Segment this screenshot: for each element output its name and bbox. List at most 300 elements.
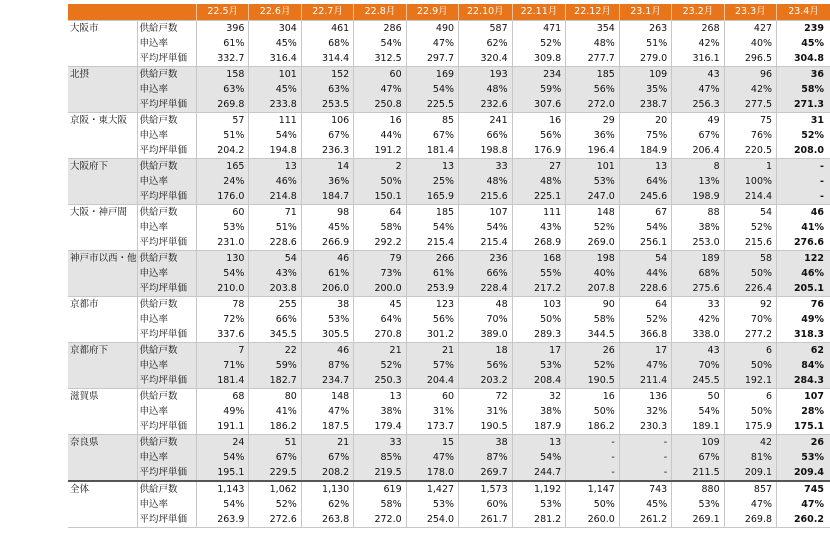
region-group xyxy=(68,251,830,297)
supply-units-cell: 109 xyxy=(619,67,671,83)
region-group xyxy=(68,343,830,389)
avg-price-per-tsubo-cell: 275.6 xyxy=(672,281,724,297)
region-name xyxy=(68,189,137,205)
application-rate-cell: 47% xyxy=(301,404,353,419)
application-rate-cell: 85% xyxy=(354,450,406,465)
avg-price-per-tsubo-cell: 253.5 xyxy=(301,97,353,113)
application-rate-cell: 61% xyxy=(197,36,249,51)
avg-price-per-tsubo-cell: 279.0 xyxy=(619,51,671,67)
supply-units-cell: 619 xyxy=(354,481,406,497)
application-rate-cell: 52% xyxy=(354,358,406,373)
region-group xyxy=(68,389,830,435)
region-name xyxy=(68,358,137,373)
supply-units-cell: 1,062 xyxy=(249,481,301,497)
supply-units-cell: 1,143 xyxy=(197,481,249,497)
supply-units-cell: 152 xyxy=(301,67,353,83)
avg-price-per-tsubo-cell: 198.9 xyxy=(672,189,724,205)
avg-price-per-tsubo-cell: 186.2 xyxy=(249,419,301,435)
application-rate-cell: 49% xyxy=(777,312,830,327)
avg-price-per-tsubo-cell: 268.9 xyxy=(512,235,566,251)
avg-price-per-tsubo-cell: 190.5 xyxy=(459,419,513,435)
metric-label: 平均坪単価 xyxy=(137,419,197,435)
supply-units-cell: 1,147 xyxy=(566,481,620,497)
region-group xyxy=(68,159,830,205)
region-name: 神戸市以西・他 xyxy=(68,251,137,267)
supply-units-cell: 193 xyxy=(459,67,513,83)
supply-units-cell: 111 xyxy=(249,113,301,129)
application-rate-cell: 81% xyxy=(724,450,776,465)
avg-price-per-tsubo-cell: 260.0 xyxy=(566,512,620,528)
supply-units-cell: 130 xyxy=(197,251,249,267)
application-rate-cell: 73% xyxy=(354,266,406,281)
region-name xyxy=(68,220,137,235)
supply-units-cell: 78 xyxy=(197,297,249,313)
supply-units-cell: - xyxy=(566,435,620,451)
supply-units-cell: 36 xyxy=(777,67,830,83)
region-name xyxy=(68,312,137,327)
avg-price-per-tsubo-cell: 260.2 xyxy=(777,512,830,528)
avg-price-per-tsubo-cell: 176.9 xyxy=(512,143,566,159)
supply-units-cell: 68 xyxy=(197,389,249,405)
supply-units-cell: 148 xyxy=(301,389,353,405)
avg-price-per-tsubo-cell: 250.3 xyxy=(354,373,406,389)
avg-price-per-tsubo-cell: 269.1 xyxy=(672,512,724,528)
supply-units-cell: 880 xyxy=(672,481,724,497)
region-name xyxy=(68,419,137,435)
supply-units-cell: 92 xyxy=(724,297,776,313)
avg-price-per-tsubo-cell: 211.4 xyxy=(619,373,671,389)
application-rate-cell: 56% xyxy=(406,312,458,327)
table-row xyxy=(68,512,830,528)
application-rate-cell: 59% xyxy=(512,82,566,97)
avg-price-per-tsubo-cell: 189.1 xyxy=(672,419,724,435)
application-rate-cell: 47% xyxy=(672,82,724,97)
avg-price-per-tsubo-cell: 215.4 xyxy=(406,235,458,251)
application-rate-cell: 38% xyxy=(672,220,724,235)
avg-price-per-tsubo-cell: 204.2 xyxy=(197,143,249,159)
avg-price-per-tsubo-cell: 344.5 xyxy=(566,327,620,343)
supply-units-cell: 54 xyxy=(619,251,671,267)
month-header: 22.5月 xyxy=(197,4,249,21)
table-row xyxy=(68,281,830,297)
application-rate-cell: 43% xyxy=(512,220,566,235)
application-rate-cell: 47% xyxy=(354,82,406,97)
application-rate-cell: 49% xyxy=(197,404,249,419)
avg-price-per-tsubo-cell: 269.8 xyxy=(724,512,776,528)
supply-units-cell: 60 xyxy=(197,205,249,221)
avg-price-per-tsubo-cell: 186.2 xyxy=(566,419,620,435)
supply-units-cell: 239 xyxy=(777,21,830,37)
avg-price-per-tsubo-cell: 184.7 xyxy=(301,189,353,205)
metric-label: 供給戸数 xyxy=(137,205,197,221)
supply-units-cell: 80 xyxy=(249,389,301,405)
supply-units-cell: 158 xyxy=(197,67,249,83)
avg-price-per-tsubo-cell: 207.8 xyxy=(566,281,620,297)
table-row xyxy=(68,251,830,267)
supply-units-cell: 43 xyxy=(672,67,724,83)
application-rate-cell: 66% xyxy=(459,266,513,281)
supply-units-cell: 38 xyxy=(301,297,353,313)
avg-price-per-tsubo-cell: 272.0 xyxy=(566,97,620,113)
avg-price-per-tsubo-cell: 272.6 xyxy=(249,512,301,528)
metric-label: 供給戸数 xyxy=(137,389,197,405)
application-rate-cell: 48% xyxy=(566,36,620,51)
avg-price-per-tsubo-cell: 214.4 xyxy=(724,189,776,205)
supply-units-cell: 857 xyxy=(724,481,776,497)
application-rate-cell: 43% xyxy=(249,266,301,281)
avg-price-per-tsubo-cell: 217.2 xyxy=(512,281,566,297)
avg-price-per-tsubo-cell: 181.4 xyxy=(406,143,458,159)
application-rate-cell: 53% xyxy=(406,497,458,512)
table-row xyxy=(68,97,830,113)
supply-units-cell: 57 xyxy=(197,113,249,129)
month-header: 22.9月 xyxy=(406,4,458,21)
month-header: 22.7月 xyxy=(301,4,353,21)
application-rate-cell: 70% xyxy=(672,358,724,373)
supply-units-cell: 24 xyxy=(197,435,249,451)
avg-price-per-tsubo-cell: 210.0 xyxy=(197,281,249,297)
table-row xyxy=(68,205,830,221)
month-header: 22.6月 xyxy=(249,4,301,21)
supply-units-cell: 67 xyxy=(619,205,671,221)
supply-units-cell: 17 xyxy=(619,343,671,359)
application-rate-cell: 61% xyxy=(301,266,353,281)
month-header: 23.1月 xyxy=(619,4,671,21)
supply-units-cell: 21 xyxy=(354,343,406,359)
metric-label: 申込率 xyxy=(137,128,197,143)
supply-units-cell: 461 xyxy=(301,21,353,37)
avg-price-per-tsubo-cell: 204.4 xyxy=(406,373,458,389)
application-rate-cell: 54% xyxy=(197,450,249,465)
supply-units-cell: 13 xyxy=(249,159,301,175)
month-header: 22.11月 xyxy=(512,4,566,21)
avg-price-per-tsubo-cell: 233.8 xyxy=(249,97,301,113)
application-rate-cell: 45% xyxy=(301,220,353,235)
supply-units-cell: 17 xyxy=(512,343,566,359)
avg-price-per-tsubo-cell: 254.0 xyxy=(406,512,458,528)
avg-price-per-tsubo-cell: 318.3 xyxy=(777,327,830,343)
supply-units-cell: 20 xyxy=(619,113,671,129)
application-rate-cell: 48% xyxy=(459,82,513,97)
supply-units-cell: 71 xyxy=(249,205,301,221)
table-row xyxy=(68,128,830,143)
avg-price-per-tsubo-cell: 203.8 xyxy=(249,281,301,297)
avg-price-per-tsubo-cell: 192.1 xyxy=(724,373,776,389)
supply-units-cell: 122 xyxy=(777,251,830,267)
supply-units-cell: 745 xyxy=(777,481,830,497)
application-rate-cell: 46% xyxy=(777,266,830,281)
region-name: 滋賀県 xyxy=(68,389,137,405)
avg-price-per-tsubo-cell: 305.5 xyxy=(301,327,353,343)
avg-price-per-tsubo-cell: 238.7 xyxy=(619,97,671,113)
supply-units-cell: 1,192 xyxy=(512,481,566,497)
avg-price-per-tsubo-cell: 225.5 xyxy=(406,97,458,113)
region-group xyxy=(68,297,830,343)
supply-units-cell: 169 xyxy=(406,67,458,83)
supply-units-cell: 255 xyxy=(249,297,301,313)
supply-units-cell: 101 xyxy=(249,67,301,83)
application-rate-cell: 50% xyxy=(512,312,566,327)
region-name: 奈良県 xyxy=(68,435,137,451)
table-row xyxy=(68,450,830,465)
region-name: 京都市 xyxy=(68,297,137,313)
region-name: 大阪市 xyxy=(68,21,137,37)
supply-units-cell: 236 xyxy=(459,251,513,267)
application-rate-cell: 54% xyxy=(406,220,458,235)
avg-price-per-tsubo-cell: 208.2 xyxy=(301,465,353,481)
avg-price-per-tsubo-cell: 316.1 xyxy=(672,51,724,67)
supply-units-cell: 58 xyxy=(724,251,776,267)
month-header: 22.8月 xyxy=(354,4,406,21)
metric-label: 申込率 xyxy=(137,358,197,373)
application-rate-cell: 54% xyxy=(512,450,566,465)
avg-price-per-tsubo-cell: 250.8 xyxy=(354,97,406,113)
avg-price-per-tsubo-cell: 214.8 xyxy=(249,189,301,205)
application-rate-cell: 46% xyxy=(249,174,301,189)
application-rate-cell: 76% xyxy=(724,128,776,143)
avg-price-per-tsubo-cell: 206.4 xyxy=(672,143,724,159)
supply-units-cell: 6 xyxy=(724,389,776,405)
avg-price-per-tsubo-cell: 220.5 xyxy=(724,143,776,159)
application-rate-cell: 87% xyxy=(301,358,353,373)
supply-units-cell: 354 xyxy=(566,21,620,37)
avg-price-per-tsubo-cell: - xyxy=(777,189,830,205)
region-name xyxy=(68,128,137,143)
avg-price-per-tsubo-cell: 228.6 xyxy=(619,281,671,297)
supply-units-cell: 263 xyxy=(619,21,671,37)
supply-units-cell: 64 xyxy=(619,297,671,313)
supply-units-cell: 168 xyxy=(512,251,566,267)
header-row xyxy=(68,4,830,21)
avg-price-per-tsubo-cell: 208.0 xyxy=(777,143,830,159)
supply-units-cell: 88 xyxy=(672,205,724,221)
supply-units-cell: 46 xyxy=(301,343,353,359)
supply-units-cell: 27 xyxy=(512,159,566,175)
supply-units-cell: 266 xyxy=(406,251,458,267)
avg-price-per-tsubo-cell: 296.5 xyxy=(724,51,776,67)
application-rate-cell: 25% xyxy=(406,174,458,189)
application-rate-cell: 71% xyxy=(197,358,249,373)
application-rate-cell: 50% xyxy=(566,497,620,512)
application-rate-cell: 67% xyxy=(672,450,724,465)
supply-units-cell: 43 xyxy=(672,343,724,359)
metric-label: 申込率 xyxy=(137,220,197,235)
application-rate-cell: 67% xyxy=(406,128,458,143)
application-rate-cell: 53% xyxy=(197,220,249,235)
application-rate-cell: 47% xyxy=(724,497,776,512)
table-row xyxy=(68,143,830,159)
application-rate-cell: 58% xyxy=(354,497,406,512)
avg-price-per-tsubo-cell: 338.0 xyxy=(672,327,724,343)
avg-price-per-tsubo-cell: 269.8 xyxy=(197,97,249,113)
avg-price-per-tsubo-cell: 276.6 xyxy=(777,235,830,251)
avg-price-per-tsubo-cell: 263.8 xyxy=(301,512,353,528)
table-row xyxy=(68,51,830,67)
supply-units-cell: 96 xyxy=(724,67,776,83)
supply-units-cell: 21 xyxy=(406,343,458,359)
avg-price-per-tsubo-cell: 389.0 xyxy=(459,327,513,343)
supply-units-cell: 21 xyxy=(301,435,353,451)
avg-price-per-tsubo-cell: 178.0 xyxy=(406,465,458,481)
avg-price-per-tsubo-cell: 245.6 xyxy=(619,189,671,205)
application-rate-cell: 53% xyxy=(512,358,566,373)
month-header: 23.2月 xyxy=(672,4,724,21)
application-rate-cell: 54% xyxy=(672,404,724,419)
supply-units-cell: 189 xyxy=(672,251,724,267)
supply-units-cell: 587 xyxy=(459,21,513,37)
avg-price-per-tsubo-cell: 228.6 xyxy=(249,235,301,251)
region-name: 大阪府下 xyxy=(68,159,137,175)
table-row xyxy=(68,358,830,373)
supply-units-cell: 16 xyxy=(512,113,566,129)
application-rate-cell: 67% xyxy=(672,128,724,143)
application-rate-cell: 40% xyxy=(566,266,620,281)
metric-label: 申込率 xyxy=(137,36,197,51)
table-row xyxy=(68,235,830,251)
table-row xyxy=(68,113,830,129)
avg-price-per-tsubo-cell: 269.0 xyxy=(566,235,620,251)
application-rate-cell: 51% xyxy=(249,220,301,235)
supply-units-cell: 1,573 xyxy=(459,481,513,497)
supply-units-cell: 136 xyxy=(619,389,671,405)
application-rate-cell: 52% xyxy=(512,36,566,51)
avg-price-per-tsubo-cell: 281.2 xyxy=(512,512,566,528)
application-rate-cell: 68% xyxy=(301,36,353,51)
region-name: 京都府下 xyxy=(68,343,137,359)
month-header: 23.4月 xyxy=(777,4,830,21)
table-row xyxy=(68,465,830,481)
region-group xyxy=(68,435,830,482)
application-rate-cell: 100% xyxy=(724,174,776,189)
supply-table-container xyxy=(68,4,830,528)
avg-price-per-tsubo-cell: 182.7 xyxy=(249,373,301,389)
supply-units-cell: 54 xyxy=(724,205,776,221)
supply-units-cell: 6 xyxy=(724,343,776,359)
supply-units-cell: 54 xyxy=(249,251,301,267)
avg-price-per-tsubo-cell: 270.8 xyxy=(354,327,406,343)
avg-price-per-tsubo-cell: 226.4 xyxy=(724,281,776,297)
supply-units-cell: 2 xyxy=(354,159,406,175)
supply-units-cell: 18 xyxy=(459,343,513,359)
supply-units-cell: 1 xyxy=(724,159,776,175)
application-rate-cell: 28% xyxy=(777,404,830,419)
avg-price-per-tsubo-cell: 261.7 xyxy=(459,512,513,528)
avg-price-per-tsubo-cell: 215.4 xyxy=(459,235,513,251)
avg-price-per-tsubo-cell: 219.5 xyxy=(354,465,406,481)
application-rate-cell: 61% xyxy=(406,266,458,281)
avg-price-per-tsubo-cell: 277.7 xyxy=(566,51,620,67)
application-rate-cell: 64% xyxy=(619,174,671,189)
application-rate-cell: 50% xyxy=(724,358,776,373)
table-header xyxy=(68,4,830,21)
application-rate-cell: 72% xyxy=(197,312,249,327)
month-header: 22.12月 xyxy=(566,4,620,21)
avg-price-per-tsubo-cell: 195.1 xyxy=(197,465,249,481)
application-rate-cell: 24% xyxy=(197,174,249,189)
avg-price-per-tsubo-cell: 208.4 xyxy=(512,373,566,389)
supply-units-cell: 109 xyxy=(672,435,724,451)
metric-label: 申込率 xyxy=(137,82,197,97)
region-name xyxy=(68,373,137,389)
supply-units-cell: 7 xyxy=(197,343,249,359)
supply-units-cell: 268 xyxy=(672,21,724,37)
table-row xyxy=(68,312,830,327)
supply-units-cell: 33 xyxy=(672,297,724,313)
table-row xyxy=(68,36,830,51)
application-rate-cell: 54% xyxy=(354,36,406,51)
application-rate-cell: 62% xyxy=(301,497,353,512)
avg-price-per-tsubo-cell: 256.1 xyxy=(619,235,671,251)
supply-table xyxy=(68,4,830,528)
supply-units-cell: 29 xyxy=(566,113,620,129)
application-rate-cell: 47% xyxy=(406,450,458,465)
avg-price-per-tsubo-cell: 165.9 xyxy=(406,189,458,205)
supply-units-cell: 98 xyxy=(301,205,353,221)
metric-label: 平均坪単価 xyxy=(137,97,197,113)
metric-label: 供給戸数 xyxy=(137,21,197,37)
application-rate-cell: 54% xyxy=(197,497,249,512)
avg-price-per-tsubo-cell: 179.4 xyxy=(354,419,406,435)
metric-label: 供給戸数 xyxy=(137,435,197,451)
supply-units-cell: 107 xyxy=(459,205,513,221)
avg-price-per-tsubo-cell: 150.1 xyxy=(354,189,406,205)
avg-price-per-tsubo-cell: 263.9 xyxy=(197,512,249,528)
application-rate-cell: 63% xyxy=(197,82,249,97)
avg-price-per-tsubo-cell: 206.0 xyxy=(301,281,353,297)
supply-units-cell: 14 xyxy=(301,159,353,175)
supply-units-cell: 304 xyxy=(249,21,301,37)
application-rate-cell: 45% xyxy=(777,36,830,51)
supply-units-cell: 198 xyxy=(566,251,620,267)
region-group xyxy=(68,21,830,67)
avg-price-per-tsubo-cell: 309.8 xyxy=(512,51,566,67)
avg-price-per-tsubo-cell: 297.7 xyxy=(406,51,458,67)
avg-price-per-tsubo-cell: 312.5 xyxy=(354,51,406,67)
avg-price-per-tsubo-cell: 253.9 xyxy=(406,281,458,297)
table-row xyxy=(68,327,830,343)
region-name xyxy=(68,465,137,481)
region-name xyxy=(68,266,137,281)
metric-label: 平均坪単価 xyxy=(137,189,197,205)
avg-price-per-tsubo-cell: 175.1 xyxy=(777,419,830,435)
region-group xyxy=(68,481,830,528)
supply-units-cell: 106 xyxy=(301,113,353,129)
supply-units-cell: 62 xyxy=(777,343,830,359)
avg-price-per-tsubo-cell: 187.9 xyxy=(512,419,566,435)
avg-price-per-tsubo-cell: 284.3 xyxy=(777,373,830,389)
avg-price-per-tsubo-cell: 345.5 xyxy=(249,327,301,343)
supply-units-cell: 33 xyxy=(354,435,406,451)
region-name xyxy=(68,235,137,251)
avg-price-per-tsubo-cell: 194.8 xyxy=(249,143,301,159)
table-row xyxy=(68,189,830,205)
metric-label: 供給戸数 xyxy=(137,481,197,497)
application-rate-cell: 51% xyxy=(197,128,249,143)
metric-label: 申込率 xyxy=(137,312,197,327)
application-rate-cell: 32% xyxy=(619,404,671,419)
avg-price-per-tsubo-cell: - xyxy=(566,465,620,481)
avg-price-per-tsubo-cell: 236.3 xyxy=(301,143,353,159)
supply-units-cell: 45 xyxy=(354,297,406,313)
avg-price-per-tsubo-cell: 175.9 xyxy=(724,419,776,435)
avg-price-per-tsubo-cell: 205.1 xyxy=(777,281,830,297)
supply-units-cell: 103 xyxy=(512,297,566,313)
application-rate-cell: 44% xyxy=(354,128,406,143)
avg-price-per-tsubo-cell: 215.6 xyxy=(459,189,513,205)
supply-units-cell: 8 xyxy=(672,159,724,175)
application-rate-cell: 52% xyxy=(619,312,671,327)
application-rate-cell: 40% xyxy=(724,36,776,51)
